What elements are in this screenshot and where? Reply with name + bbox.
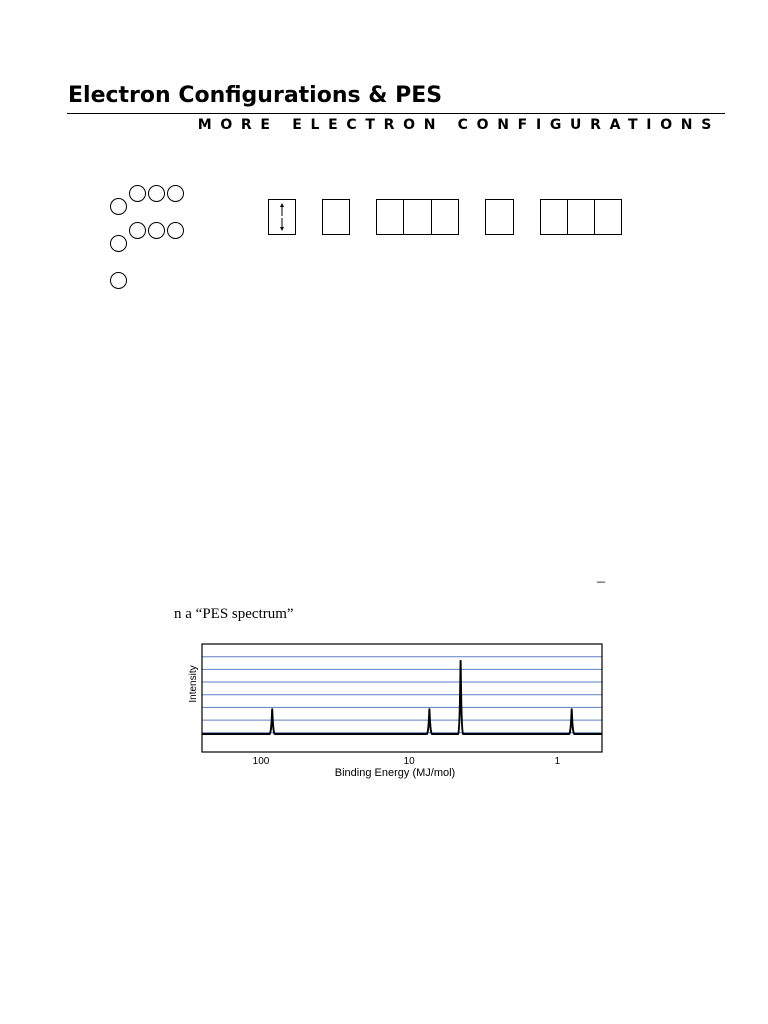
x-tick-labels (253, 756, 561, 767)
x-tick-label: 10 (403, 756, 415, 767)
orbital-circle (110, 198, 127, 215)
stray-dash: – (597, 573, 605, 590)
plot-frame (202, 644, 602, 752)
y-axis-label: Intensity (188, 665, 199, 703)
x-tick-label: 100 (252, 756, 270, 767)
x-tick-label: 1 (554, 756, 561, 767)
orbital-box-cell (595, 200, 621, 234)
orbital-circle (110, 272, 127, 289)
pes-caption: n a “PES spectrum” (174, 606, 294, 622)
title-rule (67, 113, 725, 114)
orbital-box-cell (568, 200, 595, 234)
pes-trace-line (202, 661, 602, 734)
orbital-box-2p (376, 199, 459, 235)
orbital-box-cell (404, 200, 431, 234)
orbital-circle (110, 235, 127, 252)
orbital-circle (148, 185, 165, 202)
paired-arrows-icon (274, 201, 290, 233)
section-subtitle: MORE ELECTRON CONFIGURATIONS (197, 117, 720, 133)
orbital-box-cell (541, 200, 568, 234)
pes-spectrum-chart (180, 636, 610, 784)
x-axis-label: Binding Energy (MJ/mol) (334, 767, 456, 779)
orbital-circle (129, 185, 146, 202)
orbital-box-cell (432, 200, 458, 234)
page-title: Electron Configurations & PES (68, 83, 443, 108)
chart-gridlines (202, 657, 602, 733)
orbital-circle (167, 185, 184, 202)
orbital-box-3s (485, 199, 514, 235)
orbital-box-cell (377, 200, 404, 234)
orbital-box-3p (540, 199, 622, 235)
orbital-circle (129, 222, 146, 239)
orbital-circle (148, 222, 165, 239)
orbital-box-2s (322, 199, 350, 235)
orbital-circle (167, 222, 184, 239)
